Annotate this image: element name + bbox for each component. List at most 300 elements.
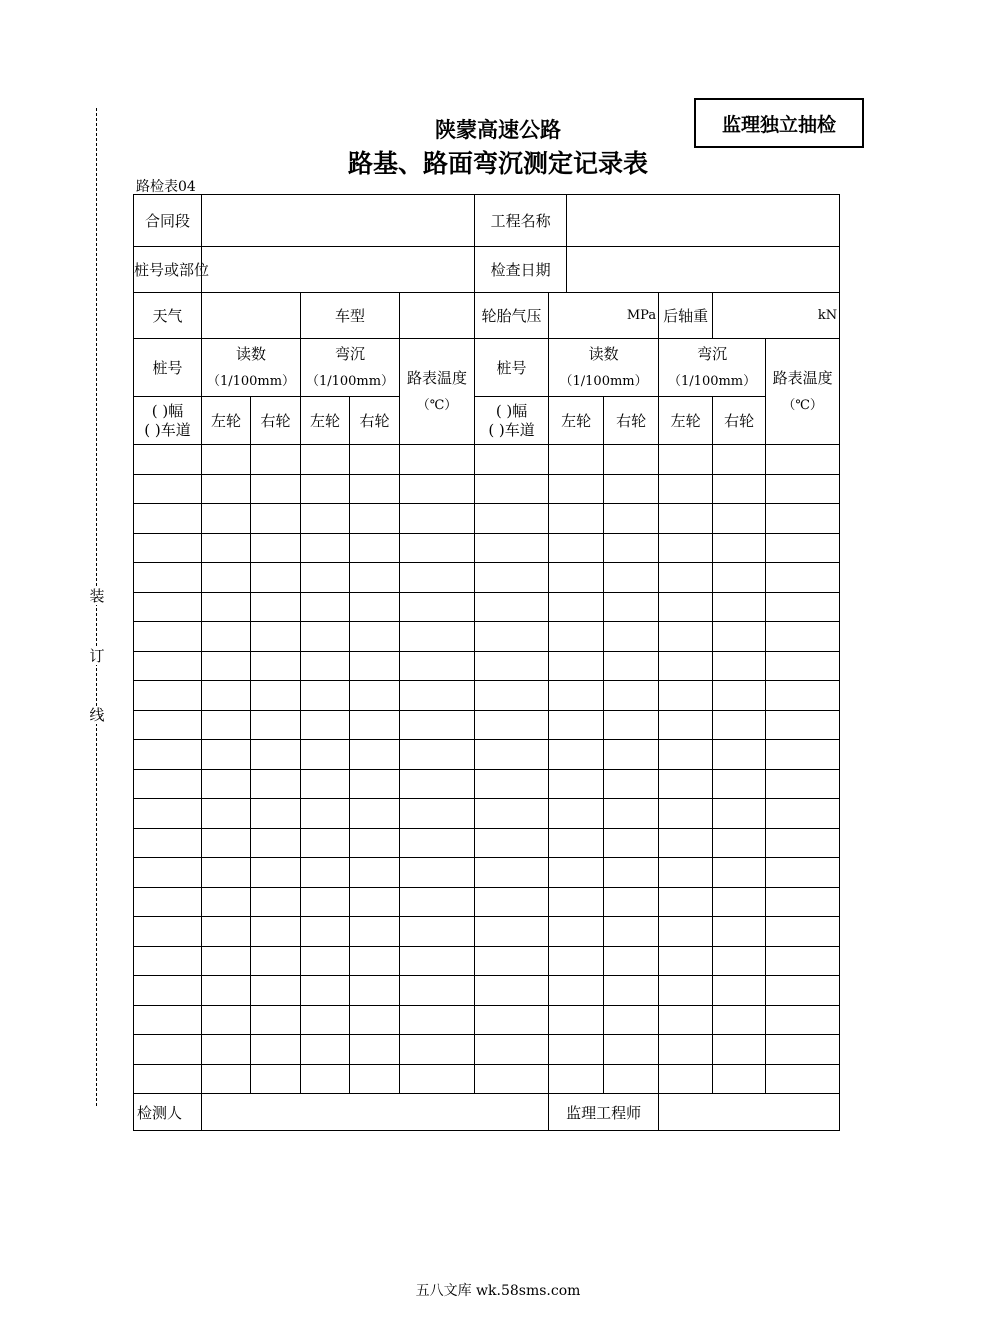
data-cell[interactable] [549, 533, 604, 563]
data-cell[interactable] [251, 828, 301, 858]
data-cell[interactable] [475, 917, 549, 947]
data-cell[interactable] [350, 710, 400, 740]
data-cell[interactable] [604, 946, 659, 976]
data-cell[interactable] [549, 799, 604, 829]
data-cell[interactable] [766, 887, 840, 917]
data-cell[interactable] [400, 858, 475, 888]
data-cell[interactable] [713, 710, 766, 740]
lane-header-right: ( )幅 ( )车道 [475, 397, 549, 445]
data-cell[interactable] [301, 504, 350, 534]
data-cell[interactable] [301, 592, 350, 622]
data-cell[interactable] [475, 740, 549, 770]
table-row [134, 887, 840, 917]
data-cell[interactable] [134, 592, 202, 622]
data-cell[interactable] [251, 710, 301, 740]
data-cell[interactable] [251, 592, 301, 622]
data-cell[interactable] [604, 445, 659, 475]
data-cell[interactable] [202, 710, 251, 740]
data-cell[interactable] [301, 946, 350, 976]
data-cell[interactable] [202, 592, 251, 622]
data-cell[interactable] [713, 504, 766, 534]
data-cell[interactable] [400, 887, 475, 917]
data-cell[interactable] [766, 681, 840, 711]
data-cell[interactable] [301, 474, 350, 504]
data-cell[interactable] [659, 563, 713, 593]
data-cell[interactable] [659, 651, 713, 681]
data-cell[interactable] [659, 710, 713, 740]
data-cell[interactable] [202, 799, 251, 829]
project-name-value[interactable] [567, 195, 840, 247]
data-cell[interactable] [301, 858, 350, 888]
data-cell[interactable] [604, 622, 659, 652]
data-cell[interactable] [549, 946, 604, 976]
data-cell[interactable] [713, 563, 766, 593]
data-cell[interactable] [766, 946, 840, 976]
data-cell[interactable] [604, 828, 659, 858]
data-cell[interactable] [400, 445, 475, 475]
data-cell[interactable] [766, 769, 840, 799]
data-cell[interactable] [713, 1005, 766, 1035]
data-cell[interactable] [202, 917, 251, 947]
data-cell[interactable] [604, 769, 659, 799]
data-cell[interactable] [475, 710, 549, 740]
data-cell[interactable] [400, 799, 475, 829]
data-cell[interactable] [400, 681, 475, 711]
data-cell[interactable] [604, 1005, 659, 1035]
data-cell[interactable] [202, 858, 251, 888]
weather-value[interactable] [202, 293, 301, 339]
data-cell[interactable] [713, 533, 766, 563]
data-cell[interactable] [766, 740, 840, 770]
data-cell[interactable] [202, 1035, 251, 1065]
data-cell[interactable] [604, 681, 659, 711]
data-cell[interactable] [134, 858, 202, 888]
data-cell[interactable] [202, 887, 251, 917]
data-cell[interactable] [475, 474, 549, 504]
data-cell[interactable] [400, 592, 475, 622]
data-cell[interactable] [301, 1035, 350, 1065]
data-cell[interactable] [475, 976, 549, 1006]
data-cell[interactable] [350, 474, 400, 504]
data-cell[interactable] [549, 887, 604, 917]
data-cell[interactable] [475, 622, 549, 652]
data-cell[interactable] [301, 710, 350, 740]
data-cell[interactable] [400, 917, 475, 947]
data-cell[interactable] [549, 474, 604, 504]
data-cell[interactable] [134, 828, 202, 858]
data-cell[interactable] [659, 1064, 713, 1094]
table-row [134, 681, 840, 711]
data-cell[interactable] [350, 533, 400, 563]
data-cell[interactable] [604, 858, 659, 888]
data-cell[interactable] [134, 622, 202, 652]
data-cell[interactable] [604, 917, 659, 947]
data-cell[interactable] [134, 1005, 202, 1035]
data-cell[interactable] [549, 1005, 604, 1035]
data-cell[interactable] [301, 828, 350, 858]
data-cell[interactable] [400, 828, 475, 858]
data-cell[interactable] [350, 622, 400, 652]
lane-header-left: ( )幅 ( )车道 [134, 397, 202, 445]
data-cell[interactable] [400, 1035, 475, 1065]
data-cell[interactable] [251, 1035, 301, 1065]
data-cell[interactable] [549, 651, 604, 681]
data-cell[interactable] [766, 504, 840, 534]
data-cell[interactable] [134, 651, 202, 681]
data-cell[interactable] [659, 1035, 713, 1065]
data-cell[interactable] [549, 740, 604, 770]
data-cell[interactable] [134, 474, 202, 504]
data-cell[interactable] [713, 858, 766, 888]
data-cell[interactable] [713, 681, 766, 711]
data-cell[interactable] [766, 858, 840, 888]
data-cell[interactable] [604, 592, 659, 622]
data-cell[interactable] [659, 917, 713, 947]
data-cell[interactable] [604, 887, 659, 917]
data-cell[interactable] [251, 474, 301, 504]
data-cell[interactable] [251, 887, 301, 917]
data-cell[interactable] [134, 976, 202, 1006]
data-cell[interactable] [202, 622, 251, 652]
data-cell[interactable] [400, 1064, 475, 1094]
data-cell[interactable] [475, 1035, 549, 1065]
data-cell[interactable] [301, 799, 350, 829]
data-cell[interactable] [400, 769, 475, 799]
data-cell[interactable] [134, 740, 202, 770]
station-or-part-value[interactable] [202, 247, 475, 293]
right-wheel-deflection-left: 右轮 [350, 397, 400, 445]
data-cell[interactable] [549, 1035, 604, 1065]
data-cell[interactable] [549, 858, 604, 888]
rear-axle-label: 后轴重 [659, 293, 713, 339]
data-cell[interactable] [659, 445, 713, 475]
data-cell[interactable] [604, 740, 659, 770]
table-row [134, 533, 840, 563]
data-cell[interactable] [350, 445, 400, 475]
data-cell[interactable] [202, 740, 251, 770]
data-cell[interactable] [766, 622, 840, 652]
data-cell[interactable] [713, 651, 766, 681]
table-row [134, 563, 840, 593]
data-cell[interactable] [134, 799, 202, 829]
surface-temp-header-left: 路表温度 （℃） [400, 339, 475, 445]
data-cell[interactable] [766, 592, 840, 622]
data-cell[interactable] [713, 622, 766, 652]
data-cell[interactable] [251, 740, 301, 770]
data-cell[interactable] [202, 445, 251, 475]
data-cell[interactable] [475, 887, 549, 917]
data-cell[interactable] [301, 917, 350, 947]
data-cell[interactable] [202, 769, 251, 799]
data-cell[interactable] [301, 976, 350, 1006]
data-cell[interactable] [400, 946, 475, 976]
data-cell[interactable] [350, 799, 400, 829]
data-cell[interactable] [251, 622, 301, 652]
data-cell[interactable] [766, 1035, 840, 1065]
data-cell[interactable] [134, 917, 202, 947]
data-cell[interactable] [549, 592, 604, 622]
data-cell[interactable] [202, 1005, 251, 1035]
data-cell[interactable] [301, 1005, 350, 1035]
data-cell[interactable] [134, 504, 202, 534]
data-cell[interactable] [766, 474, 840, 504]
data-cell[interactable] [400, 651, 475, 681]
data-cell[interactable] [301, 651, 350, 681]
data-cell[interactable] [713, 828, 766, 858]
contract-section-label: 合同段 [134, 195, 202, 247]
data-cell[interactable] [549, 1064, 604, 1094]
data-cell[interactable] [251, 563, 301, 593]
data-cell[interactable] [134, 887, 202, 917]
data-cell[interactable] [549, 769, 604, 799]
data-cell[interactable] [659, 622, 713, 652]
data-cell[interactable] [713, 474, 766, 504]
data-cell[interactable] [475, 946, 549, 976]
data-cell[interactable] [134, 769, 202, 799]
data-cell[interactable] [766, 710, 840, 740]
data-cell[interactable] [202, 533, 251, 563]
data-cell[interactable] [713, 592, 766, 622]
data-cell[interactable] [350, 1005, 400, 1035]
data-cell[interactable] [475, 445, 549, 475]
data-cell[interactable] [659, 504, 713, 534]
data-cell[interactable] [713, 799, 766, 829]
data-cell[interactable] [350, 592, 400, 622]
data-cell[interactable] [134, 533, 202, 563]
data-cell[interactable] [604, 710, 659, 740]
data-cell[interactable] [766, 828, 840, 858]
data-cell[interactable] [251, 1064, 301, 1094]
data-cell[interactable] [350, 504, 400, 534]
data-cell[interactable] [604, 533, 659, 563]
data-cell[interactable] [202, 681, 251, 711]
data-cell[interactable] [251, 858, 301, 888]
data-cell[interactable] [134, 563, 202, 593]
data-cell[interactable] [713, 1035, 766, 1065]
data-cell[interactable] [604, 799, 659, 829]
data-cell[interactable] [766, 799, 840, 829]
data-cell[interactable] [301, 740, 350, 770]
data-cell[interactable] [251, 946, 301, 976]
record-grid [133, 194, 840, 1131]
data-cell[interactable] [475, 592, 549, 622]
data-cell[interactable] [549, 976, 604, 1006]
data-cell[interactable] [400, 504, 475, 534]
data-cell[interactable] [713, 946, 766, 976]
data-cell[interactable] [400, 563, 475, 593]
data-cell[interactable] [301, 445, 350, 475]
data-cell[interactable] [202, 946, 251, 976]
data-cell[interactable] [350, 828, 400, 858]
data-cell[interactable] [766, 976, 840, 1006]
data-cell[interactable] [659, 946, 713, 976]
data-cell[interactable] [766, 563, 840, 593]
data-cell[interactable] [251, 976, 301, 1006]
data-cell[interactable] [659, 858, 713, 888]
data-cell[interactable] [713, 917, 766, 947]
contract-section-value[interactable] [202, 195, 475, 247]
data-cell[interactable] [202, 976, 251, 1006]
data-cell[interactable] [659, 533, 713, 563]
data-cell[interactable] [134, 1064, 202, 1094]
data-cell[interactable] [659, 887, 713, 917]
data-cell[interactable] [659, 474, 713, 504]
data-cell[interactable] [400, 740, 475, 770]
data-cell[interactable] [713, 445, 766, 475]
data-cell[interactable] [350, 769, 400, 799]
data-cell[interactable] [251, 651, 301, 681]
data-cell[interactable] [301, 887, 350, 917]
rear-axle-unit[interactable]: kN [713, 293, 840, 339]
independent-inspection-stamp: 监理独立抽检 [694, 98, 864, 148]
data-cell[interactable] [134, 946, 202, 976]
data-cell[interactable] [713, 887, 766, 917]
data-cell[interactable] [475, 651, 549, 681]
data-cell[interactable] [766, 917, 840, 947]
data-cell[interactable] [301, 681, 350, 711]
data-cell[interactable] [350, 946, 400, 976]
data-cell[interactable] [475, 858, 549, 888]
deflection-header-right: 弯沉 （1/100mm） [659, 339, 766, 397]
data-cell[interactable] [202, 563, 251, 593]
data-cell[interactable] [713, 769, 766, 799]
data-cell[interactable] [251, 533, 301, 563]
data-cell[interactable] [475, 504, 549, 534]
data-cell[interactable] [659, 769, 713, 799]
data-cell[interactable] [202, 504, 251, 534]
data-cell[interactable] [549, 710, 604, 740]
binding-line [96, 108, 97, 1106]
data-cell[interactable] [350, 976, 400, 1006]
data-cell[interactable] [659, 681, 713, 711]
data-cell[interactable] [549, 828, 604, 858]
data-cell[interactable] [604, 563, 659, 593]
data-cell[interactable] [134, 445, 202, 475]
data-cell[interactable] [766, 1064, 840, 1094]
data-cell[interactable] [251, 445, 301, 475]
data-cell[interactable] [659, 740, 713, 770]
data-cell[interactable] [659, 1005, 713, 1035]
data-cell[interactable] [134, 681, 202, 711]
data-cell[interactable] [604, 976, 659, 1006]
data-cell[interactable] [604, 474, 659, 504]
right-wheel-reading-left: 右轮 [251, 397, 301, 445]
data-cell[interactable] [475, 1064, 549, 1094]
data-cell[interactable] [400, 710, 475, 740]
table-row [134, 445, 840, 475]
data-cell[interactable] [202, 474, 251, 504]
data-cell[interactable] [134, 1035, 202, 1065]
data-cell[interactable] [350, 1035, 400, 1065]
data-cell[interactable] [202, 1064, 251, 1094]
data-cell[interactable] [475, 533, 549, 563]
data-cell[interactable] [301, 563, 350, 593]
data-cell[interactable] [549, 445, 604, 475]
data-cell[interactable] [301, 1064, 350, 1094]
data-cell[interactable] [350, 563, 400, 593]
data-cell[interactable] [766, 445, 840, 475]
data-cell[interactable] [713, 740, 766, 770]
data-cell[interactable] [350, 1064, 400, 1094]
data-cell[interactable] [475, 799, 549, 829]
data-cell[interactable] [713, 1064, 766, 1094]
data-cell[interactable] [251, 769, 301, 799]
data-cell[interactable] [659, 976, 713, 1006]
tester-label: 检测人 [134, 1094, 202, 1131]
data-cell[interactable] [301, 769, 350, 799]
data-cell[interactable] [549, 917, 604, 947]
data-cell[interactable] [350, 917, 400, 947]
data-cell[interactable] [301, 622, 350, 652]
table-row [134, 976, 840, 1006]
data-cell[interactable] [766, 533, 840, 563]
table-row [134, 917, 840, 947]
data-cell[interactable] [202, 651, 251, 681]
data-cell[interactable] [400, 622, 475, 652]
binding-char-1: 装 [89, 587, 105, 605]
data-cell[interactable] [549, 563, 604, 593]
data-cell[interactable] [400, 976, 475, 1006]
data-cell[interactable] [400, 474, 475, 504]
data-cell[interactable] [604, 504, 659, 534]
data-cell[interactable] [251, 504, 301, 534]
data-cell[interactable] [766, 1005, 840, 1035]
data-cell[interactable] [549, 622, 604, 652]
data-cell[interactable] [251, 1005, 301, 1035]
data-cell[interactable] [475, 769, 549, 799]
vehicle-type-value[interactable] [400, 293, 475, 339]
data-cell[interactable] [202, 828, 251, 858]
data-cell[interactable] [713, 976, 766, 1006]
data-cell[interactable] [350, 681, 400, 711]
table-row [134, 592, 840, 622]
data-cell[interactable] [766, 651, 840, 681]
data-cell[interactable] [475, 563, 549, 593]
data-cell[interactable] [350, 651, 400, 681]
data-cell[interactable] [549, 504, 604, 534]
data-cell[interactable] [350, 887, 400, 917]
data-cell[interactable] [350, 740, 400, 770]
data-cell[interactable] [400, 1005, 475, 1035]
data-cell[interactable] [604, 1035, 659, 1065]
data-cell[interactable] [549, 681, 604, 711]
data-cell[interactable] [134, 710, 202, 740]
tester-value[interactable] [202, 1094, 549, 1131]
data-cell[interactable] [350, 858, 400, 888]
data-cell[interactable] [400, 533, 475, 563]
data-cell[interactable] [659, 828, 713, 858]
data-cell[interactable] [251, 799, 301, 829]
data-cell[interactable] [475, 828, 549, 858]
station-header-right: 桩号 [475, 339, 549, 397]
station-header-left: 桩号 [134, 339, 202, 397]
data-cell[interactable] [301, 533, 350, 563]
data-cell[interactable] [251, 917, 301, 947]
data-cell[interactable] [659, 592, 713, 622]
data-cell[interactable] [251, 681, 301, 711]
inspection-date-value[interactable] [567, 247, 840, 293]
data-cell[interactable] [604, 1064, 659, 1094]
left-wheel-deflection-right: 左轮 [659, 397, 713, 445]
data-cell[interactable] [475, 681, 549, 711]
reading-header-right: 读数 （1/100mm） [549, 339, 659, 397]
supervisor-value[interactable] [659, 1094, 840, 1131]
table-row [134, 799, 840, 829]
tire-pressure-unit[interactable]: MPa [549, 293, 659, 339]
data-cell[interactable] [659, 799, 713, 829]
data-cell[interactable] [475, 1005, 549, 1035]
data-cell[interactable] [604, 651, 659, 681]
